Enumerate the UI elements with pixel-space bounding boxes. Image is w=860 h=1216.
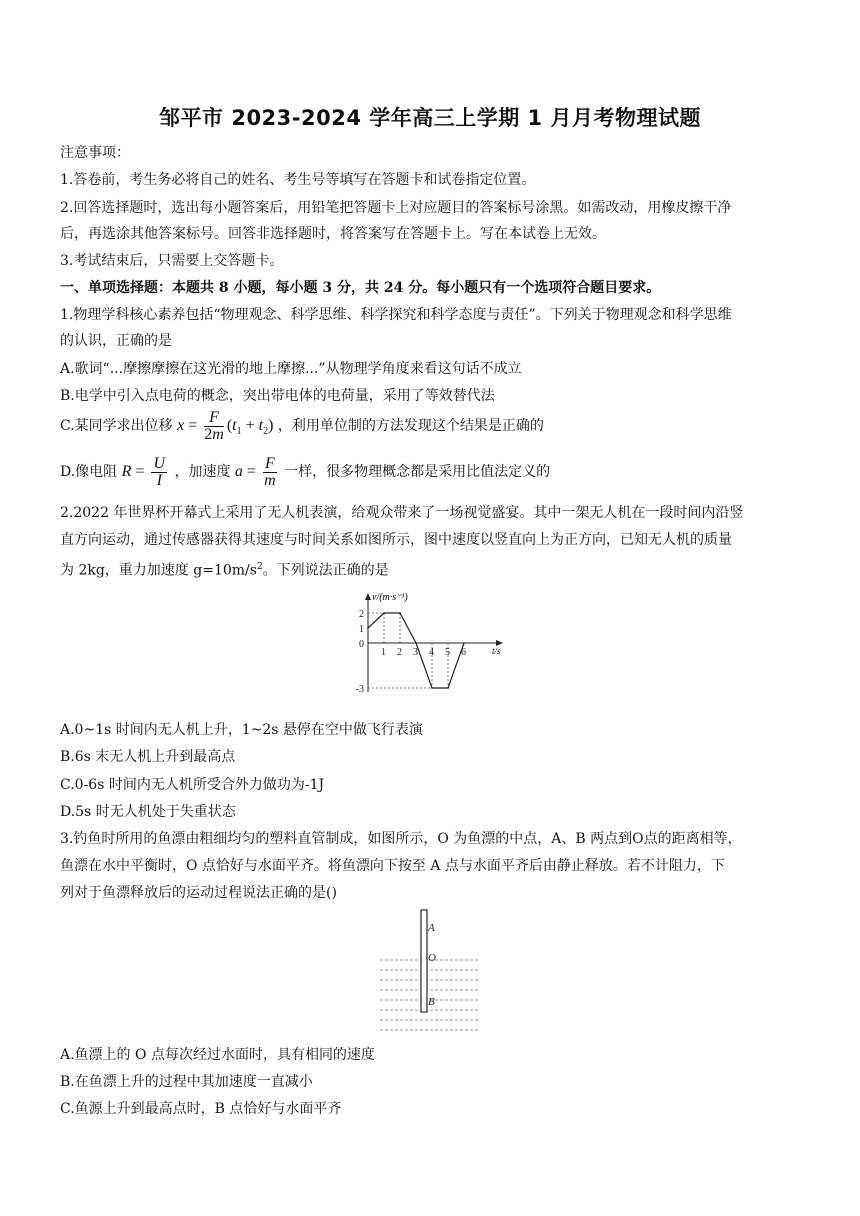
graph-x-axis-label: t/s	[492, 646, 501, 656]
acceleration-formula: a = $\frac{F}{m}$	[234, 455, 276, 489]
graph-x-tick-label: 1	[381, 647, 386, 658]
q3-option-a: A.鱼漂上的 O 点每次经过水面时，具有相同的速度	[60, 1047, 375, 1063]
velocity-point	[415, 642, 417, 644]
q1-option-d	[60, 456, 550, 489]
q3-stem-line-3: 列对于鱼漂释放后的运动过程说法正确的是()	[60, 885, 337, 901]
q2-stem-line-3-a: 为 2kg，重力加速度 g=10m/s	[60, 562, 257, 579]
velocity-point	[367, 627, 369, 629]
q1-option-d-prefix: D.像电阻	[60, 464, 118, 481]
velocity-point	[399, 612, 401, 614]
q1-option-c	[60, 410, 544, 443]
q2-option-a: A.0~1s 时间内无人机上升，1~2s 悬停在空中做飞行表演	[60, 722, 423, 738]
fishing-float-tube	[421, 910, 427, 1012]
graph-y-tick-label: 2	[359, 609, 364, 620]
notice-item-1: 1.答卷前，考生务必将自己的姓名、考生号等填写在答题卡和试卷指定位置。	[60, 172, 536, 188]
exam-title: 邹平市 2023-2024 学年高三上学期 1 月月考物理试题	[159, 106, 701, 130]
velocity-point	[431, 687, 433, 689]
resistance-formula: R = $\frac{U}{I}$	[121, 455, 166, 489]
q1-option-d-suffix: 一样，很多物理概念都是采用比值法定义的	[284, 464, 551, 481]
q1-option-c-prefix: C.某同学求出位移	[60, 418, 173, 435]
q2-option-d: D.5s 时无人机处于失重状态	[60, 804, 236, 820]
q1-stem-line-2: 的认识，正确的是	[60, 333, 172, 349]
velocity-point	[463, 642, 465, 644]
notice-item-2-line-1: 2.回答选择题时，选出每小题答案后，用铅笔把答题卡上对应题目的答案标号涂黑。如需改动，用橡皮擦干净	[60, 200, 732, 216]
fishing-float-figure	[378, 908, 480, 1038]
graph-x-tick-label: 3	[413, 647, 418, 658]
velocity-point	[383, 612, 385, 614]
q2-stem-line-1: 2.2022 年世界杯开幕式上采用了无人机表演，给观众带来了一场视觉盛宴。其中一架无人机在一段时间内沿竖	[60, 505, 744, 521]
graph-x-tick-label: 6	[461, 647, 466, 658]
q1-option-c-suffix: ，利用单位制的方法发现这个结果是正确的	[277, 418, 544, 435]
float-label-o: O	[428, 952, 436, 964]
water-lines	[380, 960, 478, 1030]
velocity-point	[447, 687, 449, 689]
q2-option-c: C.0-6s 时间内无人机所受合外力做功为-1J	[60, 777, 325, 793]
q1-option-d-mid: ，加速度	[174, 464, 231, 481]
q2-stem-line-3-b: 。下列说法正确的是	[262, 562, 389, 579]
q1-option-b: B.电学中引入点电荷的概念，突出带电体的电荷量，采用了等效替代法	[60, 388, 495, 404]
float-label-b: B	[428, 996, 435, 1008]
graph-y-tick-label: 0	[359, 639, 364, 650]
q3-option-b: B.在鱼漂上升的过程中其加速度一直减小	[60, 1074, 313, 1090]
graph-x-tick-label: 4	[429, 647, 434, 658]
graph-x-tick-label: 2	[397, 647, 402, 658]
float-label-a: A	[428, 922, 435, 934]
q3-option-c: C.鱼源上升到最高点时，B 点恰好与水面平齐	[60, 1101, 342, 1117]
velocity-time-graph	[340, 588, 520, 708]
q3-stem-line-1: 3.钓鱼时所用的鱼漂由粗细均匀的塑料直管制成，如图所示，O 为鱼漂的中点，A、B 两点到O点的距离相等，	[60, 831, 742, 847]
notice-item-3: 3.考试结束后，只需要上交答题卡。	[60, 253, 284, 269]
notice-heading: 注意事项：	[60, 145, 130, 161]
graph-y-tick-label: -3	[355, 684, 364, 695]
q1-option-a: A.歌词“...摩擦摩擦在这光滑的地上摩擦...”从物理学角度来看这句话不成立	[60, 361, 522, 377]
section-1-heading: 一、单项选择题：本题共 8 小题，每小题 3 分，共 24 分。每小题只有一个选项符合题目要求。	[60, 280, 661, 296]
notice-item-2-line-2: 后，再选涂其他答案标号。回答非选择题时，将答案写在答题卡上。写在本试卷上无效。	[60, 226, 606, 242]
q2-stem-line-3	[60, 558, 389, 580]
q2-option-b: B.6s 末无人机上升到最高点	[60, 749, 236, 765]
graph-y-tick-label: 1	[359, 624, 364, 635]
q2-stem-line-2: 直方向运动，通过传感器获得其速度与时间关系如图所示，图中速度以竖直向上为正方向，已知无人机的质量	[60, 532, 732, 548]
graph-x-tick-label: 5	[445, 647, 450, 658]
displacement-formula: x = $\frac{F}{2m}$ $(t_1 + t_2)$	[177, 409, 274, 443]
q2-stem-line-3-sup: 2	[256, 562, 263, 572]
graph-y-axis-arrow	[365, 593, 371, 600]
q1-stem-line-1: 1.物理学科核心素养包括“物理观念、科学思维、科学探究和科学态度与责任”。下列关于物理观念和科学思维	[60, 307, 732, 323]
graph-y-axis-label: v/(m·s⁻¹)	[372, 592, 408, 603]
q3-stem-line-2: 鱼漂在水中平衡时，O 点恰好与水面平齐。将鱼漂向下按至 A 点与水面平齐后由静止释放。若不计阻力，下	[60, 858, 725, 874]
